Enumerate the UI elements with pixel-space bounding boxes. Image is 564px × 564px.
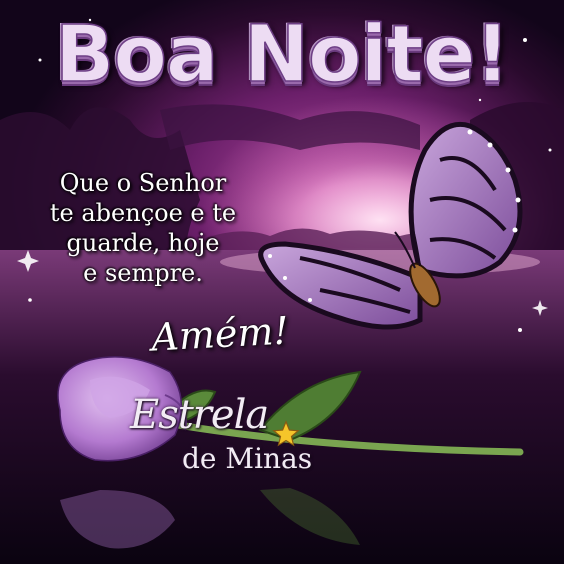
signature-line-2: de Minas bbox=[182, 442, 313, 475]
blessing-text bbox=[18, 168, 268, 288]
blessing-line-2: te abençoe e te bbox=[49, 199, 237, 227]
blessing-line-4: e sempre. bbox=[83, 259, 203, 287]
signature-line-1: Estrela bbox=[130, 392, 269, 438]
blessing-line-1: Que o Senhor bbox=[59, 169, 227, 197]
greeting-headline: Boa Noite! bbox=[54, 10, 510, 100]
tree-branches-top bbox=[160, 104, 420, 150]
blessing-line-3: guarde, hoje bbox=[66, 229, 220, 257]
closing-amen: Amém! bbox=[150, 308, 290, 360]
